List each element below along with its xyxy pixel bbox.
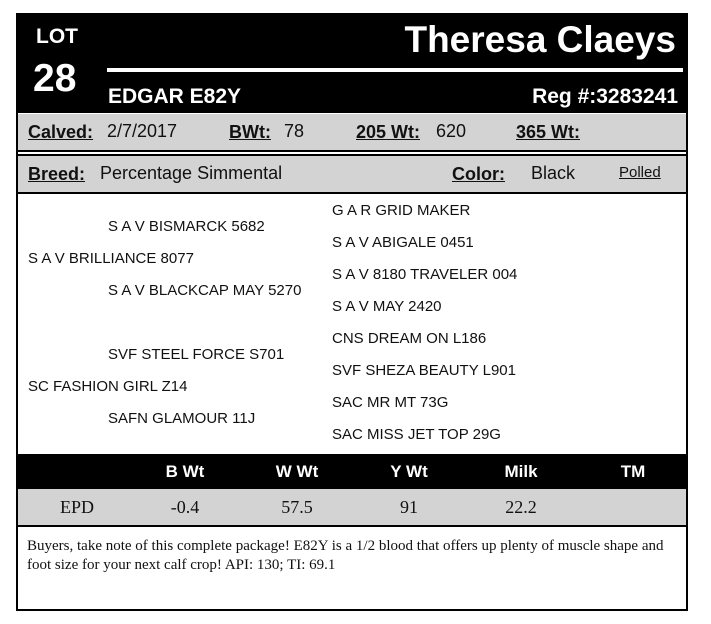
epd-milk-value: 22.2 (505, 497, 537, 517)
epd-value-row (18, 489, 686, 527)
pedigree (18, 194, 686, 454)
color-label: Color: (452, 164, 505, 184)
color-value: Black (531, 163, 576, 183)
epd-header-bwt: B Wt (165, 462, 205, 481)
epd-header-tm: TM (620, 462, 646, 481)
stats-row (18, 114, 686, 152)
owner-name: Theresa Claeys (404, 19, 676, 60)
pedigree-sire-sire-sire: G A R GRID MAKER (332, 202, 471, 219)
epd-bwt-value: -0.4 (170, 497, 200, 517)
pedigree-dam-sire: SVF STEEL FORCE S701 (108, 346, 285, 363)
lot-header (18, 15, 686, 113)
pedigree-dam-dam: SAFN GLAMOUR 11J (108, 410, 256, 427)
pedigree-dam-sire-sire: CNS DREAM ON L186 (332, 330, 487, 347)
epd-header-ywt: Y Wt (390, 462, 428, 481)
lot-number: 28 (33, 57, 77, 100)
pedigree-sire-dam-dam: S A V MAY 2420 (332, 298, 442, 315)
pedigree-dam-sire-dam: SVF SHEZA BEAUTY L901 (332, 362, 516, 379)
pedigree-sire-dam-sire: S A V 8180 TRAVELER 004 (332, 266, 518, 283)
polled-label: Polled (619, 164, 661, 181)
weight-205-label: 205 Wt: (356, 122, 421, 142)
weight-205-value: 620 (436, 121, 467, 141)
bwt-value: 78 (284, 121, 305, 141)
epd-header-milk: Milk (504, 462, 538, 481)
epd-header-row (18, 454, 686, 489)
pedigree-sire-dam: S A V BLACKCAP MAY 5270 (108, 282, 302, 299)
weight-365-label: 365 Wt: (516, 122, 581, 142)
epd-row-label: EPD (59, 497, 94, 517)
breed-label: Breed: (28, 164, 86, 184)
header-divider (107, 68, 683, 72)
breed-value: Percentage Simmental (100, 163, 283, 183)
pedigree-sire: S A V BRILLIANCE 8077 (28, 250, 194, 267)
lot-label: LOT (36, 25, 78, 48)
lot-card (16, 13, 688, 611)
bwt-label: BWt: (229, 122, 271, 142)
epd-ywt-value: 91 (400, 497, 418, 517)
lot-notes: Buyers, take note of this complete package! E82Y is a 1/2 blood that offers up plenty of muscle shape and foot size for your next calf crop! API: 130; TI: 69.1 (27, 538, 664, 573)
calved-label: Calved: (28, 122, 94, 142)
animal-name: EDGAR E82Y (108, 85, 242, 108)
pedigree-dam: SC FASHION GIRL Z14 (28, 378, 188, 395)
breed-row (18, 154, 686, 194)
pedigree-sire-sire-dam: S A V ABIGALE 0451 (332, 234, 474, 251)
epd-wwt-value: 57.5 (281, 497, 313, 517)
epd-header-wwt: W Wt (275, 462, 319, 481)
calved-value: 2/7/2017 (107, 121, 178, 141)
pedigree-dam-dam-dam: SAC MISS JET TOP 29G (332, 426, 501, 443)
pedigree-sire-sire: S A V BISMARCK 5682 (108, 218, 265, 235)
registration-number: Reg #:3283241 (532, 85, 678, 108)
pedigree-dam-dam-sire: SAC MR MT 73G (332, 394, 449, 411)
